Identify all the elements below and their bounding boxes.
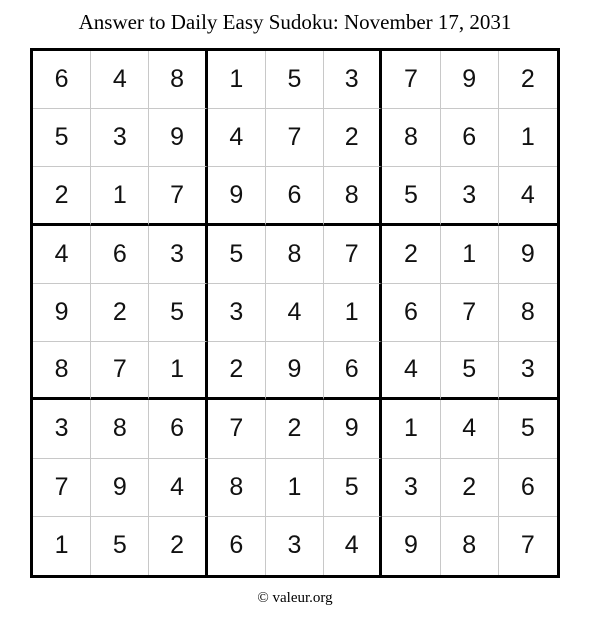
sudoku-cell-r8c4: 8 <box>208 459 266 517</box>
sudoku-cell-r4c1: 4 <box>33 226 91 284</box>
sudoku-cell-r5c6: 1 <box>324 284 382 342</box>
sudoku-cell-r4c2: 6 <box>91 226 149 284</box>
sudoku-cell-r9c7: 9 <box>382 517 440 575</box>
sudoku-cell-r4c3: 3 <box>149 226 207 284</box>
sudoku-cell-r9c6: 4 <box>324 517 382 575</box>
sudoku-cell-r9c3: 2 <box>149 517 207 575</box>
sudoku-cell-r5c2: 2 <box>91 284 149 342</box>
sudoku-cell-r5c9: 8 <box>499 284 557 342</box>
sudoku-cell-r9c4: 6 <box>208 517 266 575</box>
sudoku-cell-r6c4: 2 <box>208 342 266 400</box>
sudoku-cell-r5c5: 4 <box>266 284 324 342</box>
sudoku-cell-r1c9: 2 <box>499 51 557 109</box>
sudoku-cell-r8c9: 6 <box>499 459 557 517</box>
sudoku-cell-r2c3: 9 <box>149 109 207 167</box>
sudoku-cell-r9c1: 1 <box>33 517 91 575</box>
sudoku-cell-r1c1: 6 <box>33 51 91 109</box>
sudoku-cell-r3c6: 8 <box>324 167 382 225</box>
sudoku-cell-r6c3: 1 <box>149 342 207 400</box>
sudoku-cell-r8c1: 7 <box>33 459 91 517</box>
sudoku-cell-r5c3: 5 <box>149 284 207 342</box>
sudoku-cell-r2c9: 1 <box>499 109 557 167</box>
sudoku-cell-r4c8: 1 <box>441 226 499 284</box>
sudoku-cell-r2c6: 2 <box>324 109 382 167</box>
sudoku-cell-r9c5: 3 <box>266 517 324 575</box>
sudoku-cell-r8c5: 1 <box>266 459 324 517</box>
sudoku-cell-r1c4: 1 <box>208 51 266 109</box>
sudoku-cell-r3c2: 1 <box>91 167 149 225</box>
sudoku-cell-r8c2: 9 <box>91 459 149 517</box>
sudoku-cell-r8c3: 4 <box>149 459 207 517</box>
sudoku-cell-r6c6: 6 <box>324 342 382 400</box>
sudoku-cell-r1c6: 3 <box>324 51 382 109</box>
sudoku-cell-r7c3: 6 <box>149 400 207 458</box>
sudoku-cell-r2c5: 7 <box>266 109 324 167</box>
sudoku-cell-r6c2: 7 <box>91 342 149 400</box>
sudoku-cell-r1c5: 5 <box>266 51 324 109</box>
sudoku-cell-r4c7: 2 <box>382 226 440 284</box>
sudoku-cell-r4c4: 5 <box>208 226 266 284</box>
sudoku-cell-r7c6: 9 <box>324 400 382 458</box>
sudoku-cell-r7c9: 5 <box>499 400 557 458</box>
sudoku-cell-r8c7: 3 <box>382 459 440 517</box>
sudoku-cell-r3c1: 2 <box>33 167 91 225</box>
sudoku-cell-r5c7: 6 <box>382 284 440 342</box>
sudoku-cell-r7c7: 1 <box>382 400 440 458</box>
sudoku-cell-r7c1: 3 <box>33 400 91 458</box>
sudoku-cell-r2c1: 5 <box>33 109 91 167</box>
sudoku-board <box>30 48 560 578</box>
sudoku-cell-r5c1: 9 <box>33 284 91 342</box>
sudoku-cell-r8c6: 5 <box>324 459 382 517</box>
sudoku-cell-r2c4: 4 <box>208 109 266 167</box>
sudoku-cell-r7c8: 4 <box>441 400 499 458</box>
sudoku-cell-r2c7: 8 <box>382 109 440 167</box>
sudoku-cell-r4c5: 8 <box>266 226 324 284</box>
sudoku-cell-r1c2: 4 <box>91 51 149 109</box>
sudoku-cell-r1c8: 9 <box>441 51 499 109</box>
sudoku-cell-r7c5: 2 <box>266 400 324 458</box>
sudoku-cell-r9c2: 5 <box>91 517 149 575</box>
sudoku-cell-r6c9: 3 <box>499 342 557 400</box>
sudoku-cell-r1c7: 7 <box>382 51 440 109</box>
sudoku-cell-r8c8: 2 <box>441 459 499 517</box>
sudoku-cell-r6c7: 4 <box>382 342 440 400</box>
sudoku-cell-r7c2: 8 <box>91 400 149 458</box>
sudoku-cell-r3c8: 3 <box>441 167 499 225</box>
sudoku-cell-r3c3: 7 <box>149 167 207 225</box>
copyright-footer: © valeur.org <box>257 590 333 606</box>
sudoku-cell-r3c4: 9 <box>208 167 266 225</box>
sudoku-cell-r2c2: 3 <box>91 109 149 167</box>
sudoku-cell-r6c5: 9 <box>266 342 324 400</box>
sudoku-cell-r5c4: 3 <box>208 284 266 342</box>
page-title: Answer to Daily Easy Sudoku: November 17, 2031 <box>78 10 512 34</box>
sudoku-cell-r1c3: 8 <box>149 51 207 109</box>
sudoku-cell-r9c9: 7 <box>520 531 535 560</box>
sudoku-cell-r3c5: 6 <box>266 167 324 225</box>
sudoku-cell-r5c8: 7 <box>441 284 499 342</box>
sudoku-cell-r6c8: 5 <box>441 342 499 400</box>
sudoku-cell-r2c8: 6 <box>441 109 499 167</box>
sudoku-cell-r4c6: 7 <box>324 226 382 284</box>
sudoku-cell-r6c1: 8 <box>33 342 91 400</box>
sudoku-cell-r3c9: 4 <box>499 167 557 225</box>
sudoku-cell-r4c9: 9 <box>499 226 557 284</box>
sudoku-cell-r7c4: 7 <box>208 400 266 458</box>
sudoku-cell-r3c7: 5 <box>382 167 440 225</box>
sudoku-cell-r9c8: 8 <box>441 517 499 575</box>
